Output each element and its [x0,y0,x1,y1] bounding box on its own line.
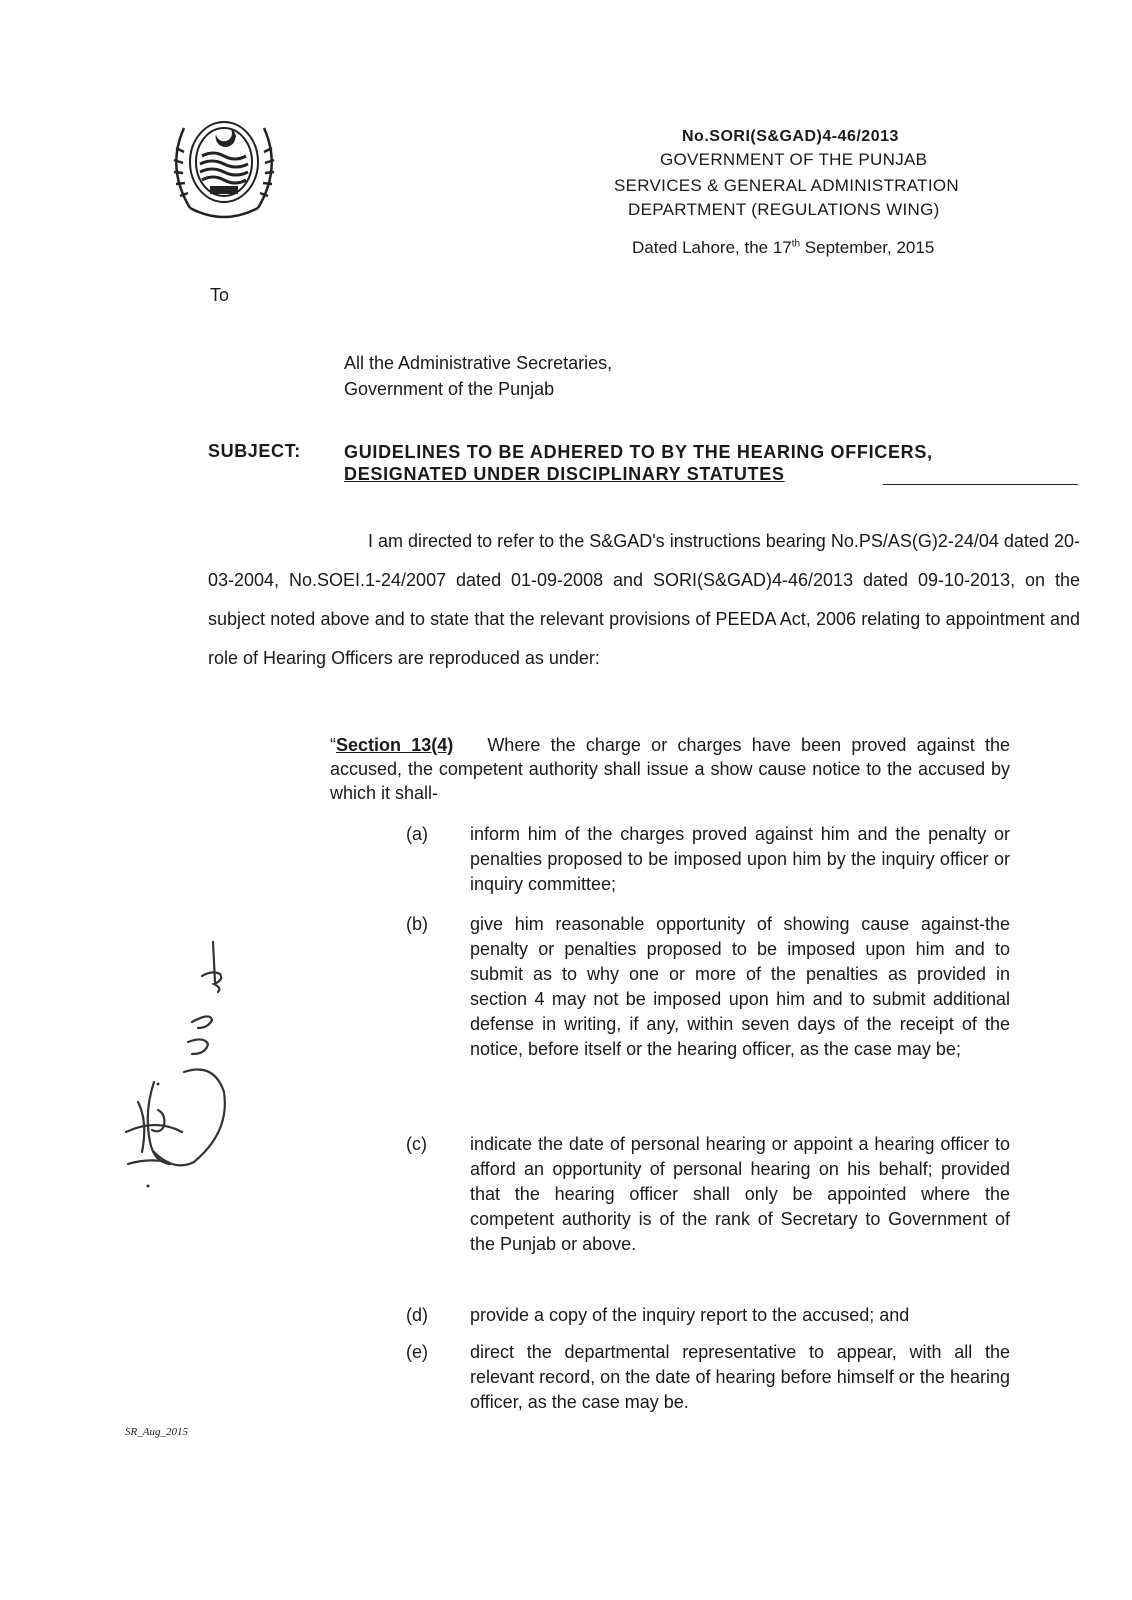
clause-label: (c) [406,1134,427,1154]
to-label: To [210,285,230,305]
clause-label: (d) [406,1305,428,1325]
clause-a [406,822,1010,897]
punjab-government-emblem-icon [162,108,286,226]
date-suffix: September, 2015 [800,238,935,257]
clause-text: indicate the date of personal hearing or appoint a hearing officer to afford an opportunity of personal hearing on his behalf; provided that the hearing officer shall only be appointed where the competent authority is of the rank of Secretary to Government of the Punjab or above. [470,1134,1010,1254]
clause-c [406,1132,1010,1257]
date-suffix-sup: th [791,238,801,250]
clause-text: give him reasonable opportunity of showing cause against-the penalty or penalties proposed to be imposed upon him and to submit as to why one or more of the penalties as provided in section 4 may not be imposed upon him and to submit additional defense in writing, if any, within seven days of the receipt of the notice, before itself or the hearing officer, as the case may be; [470,914,1010,1059]
clause-text: provide a copy of the inquiry report to the accused; and [470,1305,910,1325]
subject-underline-rule [883,484,1078,485]
footer-code: SR_Aug_2015 [125,1426,188,1438]
date-line [632,238,934,258]
department-line-2: DEPARTMENT (REGULATIONS WING) [628,200,940,219]
clause-label: (b) [406,914,428,934]
clause-text: direct the departmental representative to appear, with all the relevant record, on the date of hearing before himself or the hearing officer, as the case may be. [470,1342,1010,1412]
recipient-line-1: All the Administrative Secretaries, [344,353,613,373]
section-title: Section 13(4) [336,735,454,755]
government-name: GOVERNMENT OF THE PUNJAB [660,150,928,169]
handwritten-signature-icon [118,932,268,1192]
body-paragraph-text: I am directed to refer to the S&GAD's instructions bearing No.PS/AS(G)2-24/04 dated 20-03-2004, No.SOEI.1-24/2007 dated 01-09-2008 and SORI(S&GAD)4-46/2013 dated 09-10-2013, on the subject noted above and to state that the relevant provisions of PEEDA Act, 2006 relating to appointment and role of Hearing Officers are reproduced as under: [208,531,1080,668]
subject-label: SUBJECT: [208,441,301,461]
clause-b [406,912,1010,1062]
body-paragraph [208,522,1080,678]
clause-d [406,1303,1010,1328]
section-intro [330,733,1010,805]
clause-text: inform him of the charges proved against him and the penalty or penalties proposed to be imposed upon him by the inquiry officer or inquiry committee; [470,824,1010,894]
clause-label: (e) [406,1342,428,1362]
recipient-line-2: Government of the Punjab [344,379,555,399]
subject-line-2: DESIGNATED UNDER DISCIPLINARY STATUTES [344,464,785,484]
subject-line-1: GUIDELINES TO BE ADHERED TO BY THE HEARING OFFICERS, [344,442,933,462]
open-quote: “ [330,735,336,755]
date-prefix: Dated Lahore, the 17 [632,238,792,257]
subject-text [344,441,1084,485]
recipient-address [344,350,612,402]
clause-label: (a) [406,824,428,844]
clause-e [406,1340,1010,1415]
reference-number: No.SORI(S&GAD)4-46/2013 [682,128,899,145]
department-line-1: SERVICES & GENERAL ADMINISTRATION [614,176,959,195]
section-intro-text: Where the charge or charges have been proved against the accused, the competent authority shall issue a show cause notice to the accused by which it shall- [330,735,1010,803]
